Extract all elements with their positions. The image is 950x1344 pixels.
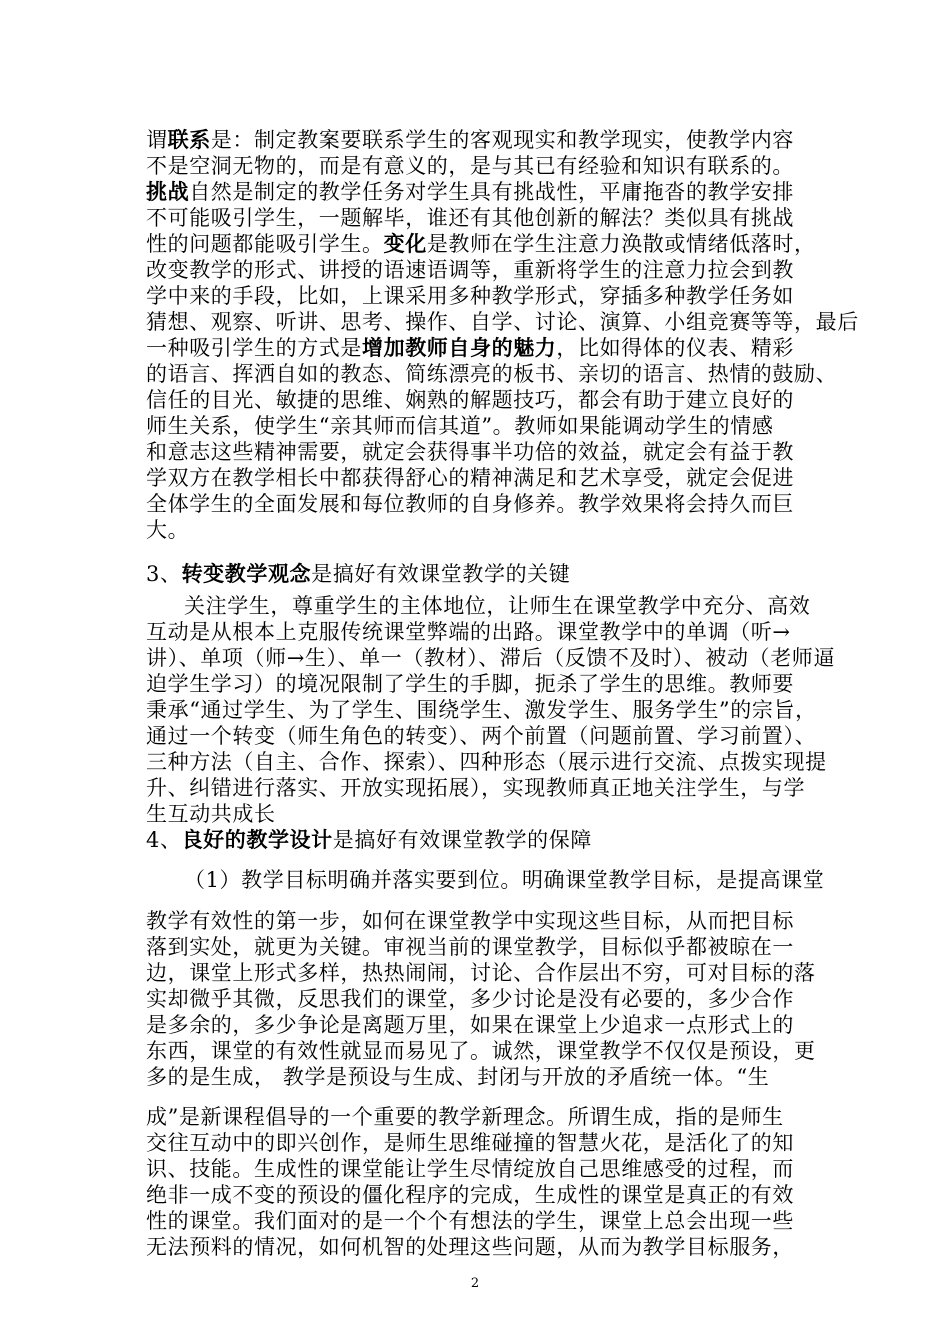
text-line: 实却微乎其微，反思我们的课堂，多少讨论是没有必要的，多少合作 — [146, 987, 794, 1011]
text-line: 的语言、挥洒自如的教态、简练漂亮的板书、亲切的语言、热情的鼓励、 — [146, 362, 838, 386]
text-line: 落到实处，就更为关键。审视当前的课堂教学，目标似乎都被晾在一 — [146, 935, 794, 959]
text-line — [146, 179, 794, 205]
text-line: 三种方法（自主、合作、探索）、四种形态（展示进行交流、点拨实现提 — [146, 750, 827, 774]
text-line: 和意志这些精神需要，就定会获得事半功倍的效益，就定会有益于教 — [146, 440, 794, 464]
text-line: 猜想、观察、听讲、思考、操作、自学、讨论、演算、小组竞赛等等，最后 — [146, 310, 859, 334]
text-line: 不是空洞无物的，而是有意义的，是与其已有经验和知识有联系的。 — [146, 154, 794, 178]
text-line: 多的是生成， 教学是预设与生成、封闭与开放的矛盾统一体。“生 — [146, 1065, 770, 1089]
text-line: 讲）、单项（师→生）、单一（教材）、滞后（反馈不及时）、被动（老师逼 — [146, 646, 835, 670]
heading-number: 4、 — [146, 828, 182, 852]
bold-term: 挑战 — [146, 179, 190, 204]
text-line — [146, 335, 794, 361]
text-line: 成”是新课程倡导的一个重要的教学新理念。所谓生成，指的是师生 — [146, 1105, 784, 1129]
text-run: 性的问题都能吸引学生。 — [146, 232, 384, 256]
bold-term: 联系 — [167, 127, 211, 152]
text-line: 互动是从根本上克服传统课堂弊端的出路。课堂教学中的单调（听→ — [146, 620, 791, 644]
text-line: 师生关系，使学生“亲其师而信其道”。教师如果能调动学生的情感 — [146, 414, 774, 438]
bold-term: 增加教师自身的魅力 — [362, 335, 557, 360]
text-run: 自然是制定的教学任务对学生具有挑战性，平庸拖沓的教学安排 — [189, 180, 795, 204]
text-line: 通过一个转变（师生角色的转变）、两个前置（问题前置、学习前置）、 — [146, 724, 817, 748]
page-number: 2 — [470, 1276, 480, 1291]
text-line — [146, 127, 794, 153]
text-line: （1）教学目标明确并落实要到位。明确课堂教学目标，是提高课堂 — [184, 868, 825, 892]
text-line: 无法预料的情况，如何机智的处理这些问题，从而为教学目标服务， — [146, 1235, 794, 1259]
text-line: 升、纠错进行落实、开放实现拓展），实现教师真正地关注学生，与学 — [146, 776, 806, 800]
bold-term: 良好的教学设计 — [181, 827, 333, 852]
text-line: 生互动共成长 — [146, 802, 276, 826]
text-run: 谓 — [146, 128, 168, 152]
bold-term: 转变教学观念 — [181, 561, 312, 586]
text-line: 学双方在教学相长中都获得舒心的精神满足和艺术享受，就定会促进 — [146, 466, 794, 490]
text-line: 绝非一成不变的预设的僵化程序的完成，生成性的课堂是真正的有效 — [146, 1183, 794, 1207]
text-line: 东西，课堂的有效性就显而易见了。诚然，课堂教学不仅仅是预设，更 — [146, 1039, 816, 1063]
text-line: 不可能吸引学生，一题解毕，谁还有其他创新的解法？类似具有挑战 — [146, 206, 794, 230]
bold-term: 变化 — [383, 231, 427, 256]
text-run: ，比如得体的仪表、精彩 — [556, 336, 795, 360]
text-line: 迫学生学习）的境况限制了学生的手脚，扼杀了学生的思维。教师要 — [146, 672, 794, 696]
text-line: 关注学生，尊重学生的主体地位，让师生在课堂教学中充分、高效 — [184, 594, 811, 618]
text-run: 是搞好有效课堂教学的关键 — [311, 562, 571, 586]
text-line: 是多余的，多少争论是离题万里，如果在课堂上少追求一点形式上的 — [146, 1013, 794, 1037]
text-line: 交往互动中的即兴创作，是师生思维碰撞的智慧火花，是活化了的知 — [146, 1131, 794, 1155]
text-line: 教学有效性的第一步，如何在课堂教学中实现这些目标，从而把目标 — [146, 909, 794, 933]
text-line: 改变教学的形式、讲授的语速语调等，重新将学生的注意力拉会到教 — [146, 258, 794, 282]
text-line: 大。 — [146, 518, 190, 542]
text-run: 是搞好有效课堂教学的保障 — [332, 828, 592, 852]
text-line: 全体学生的全面发展和每位教师的自身修养。教学效果将会持久而巨 — [146, 492, 794, 516]
text-line: 学中来的手段，比如，上课采用多种教学形式，穿插多种教学任务如 — [146, 284, 794, 308]
section-heading — [146, 827, 592, 853]
text-line: 信任的目光、敏捷的思维、娴熟的解题技巧，都会有助于建立良好的 — [146, 388, 794, 412]
section-heading — [146, 561, 570, 587]
text-line: 识、技能。生成性的课堂能让学生尽情绽放自己思维感受的过程，而 — [146, 1157, 794, 1181]
heading-number: 3、 — [146, 562, 182, 586]
text-line: 性的课堂。我们面对的是一个个有想法的学生，课堂上总会出现一些 — [146, 1209, 794, 1233]
text-run: 是教师在学生注意力涣散或情绪低落时， — [426, 232, 816, 256]
text-run: 是：制定教案要联系学生的客观现实和教学现实，使教学内容 — [210, 128, 795, 152]
text-line: 边，课堂上形式多样，热热闹闹，讨论、合作层出不穷，可对目标的落 — [146, 961, 816, 985]
text-run: 一种吸引学生的方式是 — [146, 336, 362, 360]
text-line — [146, 231, 816, 257]
text-line: 秉承“通过学生、为了学生、围绕学生、激发学生、服务学生”的宗旨， — [146, 698, 817, 722]
